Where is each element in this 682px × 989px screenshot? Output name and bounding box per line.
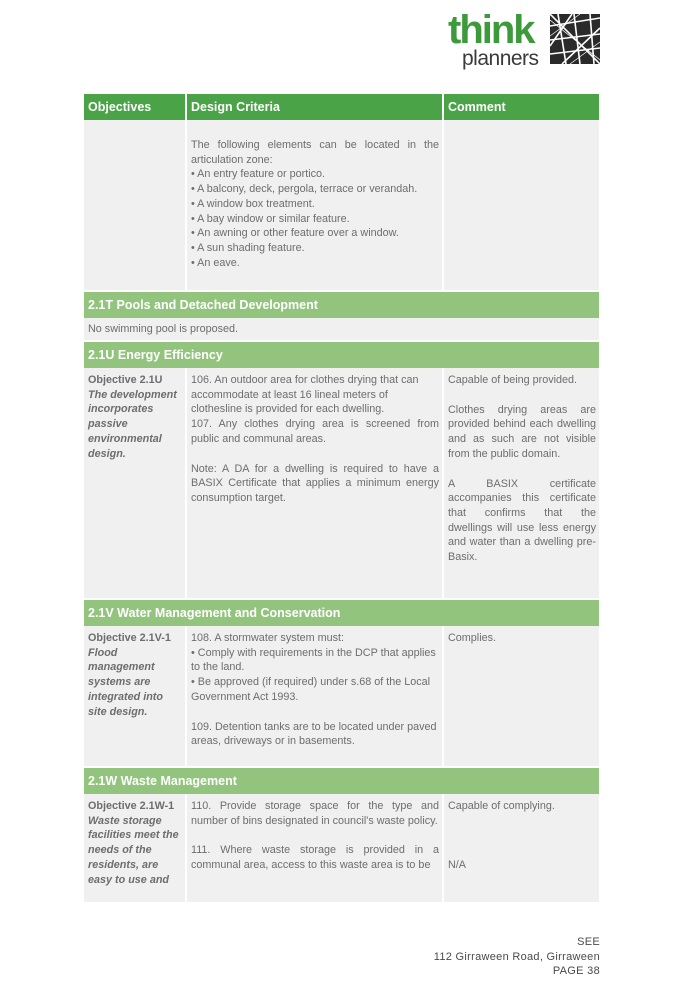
footer-address: 112 Girraween Road, Girraween xyxy=(433,950,600,963)
objective-id: Objective 2.1U xyxy=(88,374,163,386)
section-header-energy: 2.1U Energy Efficiency xyxy=(84,340,599,368)
table-header xyxy=(84,94,599,120)
header-comment: Comment xyxy=(448,100,506,114)
criteria-cell xyxy=(187,626,444,766)
criteria-110: 110. Provide storage space for the type and number of bins designated in council's waste policy. xyxy=(191,800,439,827)
compliance-table xyxy=(84,94,599,902)
criteria-note: Note: A DA for a dwelling is required to have a BASIX Certificate that applies a minimum energy consumption target. xyxy=(191,462,439,504)
header-objectives: Objectives xyxy=(84,94,187,120)
articulation-item: • An awning or other feature over a window. xyxy=(191,227,399,240)
table-row-articulation xyxy=(84,120,599,290)
articulation-item: • A balcony, deck, pergola, terrace or verandah. xyxy=(191,183,418,196)
think-planners-logo xyxy=(448,8,602,72)
objective-description: Flood management systems are integrated into site design. xyxy=(88,646,163,718)
comment-na: N/A xyxy=(448,858,466,871)
articulation-item: • An entry feature or portico. xyxy=(191,168,326,181)
logo-think-text: think xyxy=(448,8,534,52)
objective-id: Objective 2.1W-1 xyxy=(88,800,175,812)
footer-page-number: PAGE 38 xyxy=(552,965,600,977)
criteria-cell xyxy=(187,368,444,598)
comment-cell xyxy=(444,794,599,902)
articulation-item: • A window box treatment. xyxy=(191,197,315,210)
criteria-109: 109. Detention tanks are to be located under paved areas, driveways or in basements. xyxy=(191,720,437,748)
comment-cell xyxy=(444,368,599,598)
objective-description: The development incorporates passive environmental design. xyxy=(88,388,177,460)
comment-cell xyxy=(444,626,599,766)
articulation-item: • A sun shading feature. xyxy=(191,241,305,254)
logo-planners-text: planners xyxy=(462,47,539,70)
section-header-waste: 2.1W Waste Management xyxy=(84,766,599,794)
objective-cell xyxy=(84,794,187,902)
page-footer xyxy=(434,935,600,979)
criteria-107: 107. Any clothes drying area is screened from public and communal areas. xyxy=(191,418,439,445)
articulation-item: • A bay window or similar feature. xyxy=(191,212,350,225)
comment-capable-complying: Capable of complying. xyxy=(448,800,555,812)
pools-note: No swimming pool is proposed. xyxy=(84,318,599,340)
street-map-icon xyxy=(550,14,600,64)
table-row-water xyxy=(84,626,599,766)
comment-clothes-drying: Clothes drying areas are provided behind each dwelling and as such are not visible from the public domain. xyxy=(448,403,596,460)
objective-cell xyxy=(84,626,187,766)
articulation-intro: The following elements can be located in the articulation zone: xyxy=(191,139,439,166)
objective-id: Objective 2.1V-1 xyxy=(88,632,171,644)
criteria-cell xyxy=(187,794,444,902)
criteria-108-b: • Be approved (if required) under s.68 of the Local Government Act 1993. xyxy=(191,676,431,703)
comment-complies: Complies. xyxy=(448,632,497,644)
footer-see: SEE xyxy=(577,936,600,948)
criteria-108: 108. A stormwater system must: xyxy=(191,632,345,644)
criteria-cell xyxy=(187,120,444,290)
criteria-111: 111. Where waste storage is provided in a communal area, access to this waste area is to be xyxy=(191,844,439,872)
criteria-106: 106. An outdoor area for clothes drying that can accommodate at least 16 lineal meters of clothesline is provided for each dwelling. xyxy=(191,374,419,416)
articulation-item: • An eave. xyxy=(191,256,240,269)
comment-capable: Capable of being provided. xyxy=(448,374,578,386)
comment-cell xyxy=(444,120,599,290)
section-header-water: 2.1V Water Management and Conservation xyxy=(84,598,599,626)
criteria-108-a: • Comply with requirements in the DCP that applies to the land. xyxy=(191,646,436,674)
header-design-criteria: Design Criteria xyxy=(187,94,444,120)
objective-description: Waste storage facilities meet the needs of the residents, are easy to use and xyxy=(88,814,179,886)
comment-basix: A BASIX certificate accompanies this certificate that confirms that the dwellings will use less energy and water than a dwelling pre-Basix. xyxy=(448,477,596,564)
section-header-pools: 2.1T Pools and Detached Development xyxy=(84,290,599,318)
table-row-waste xyxy=(84,794,599,902)
objective-cell xyxy=(84,120,187,290)
table-row-energy xyxy=(84,368,599,598)
objective-cell xyxy=(84,368,187,598)
